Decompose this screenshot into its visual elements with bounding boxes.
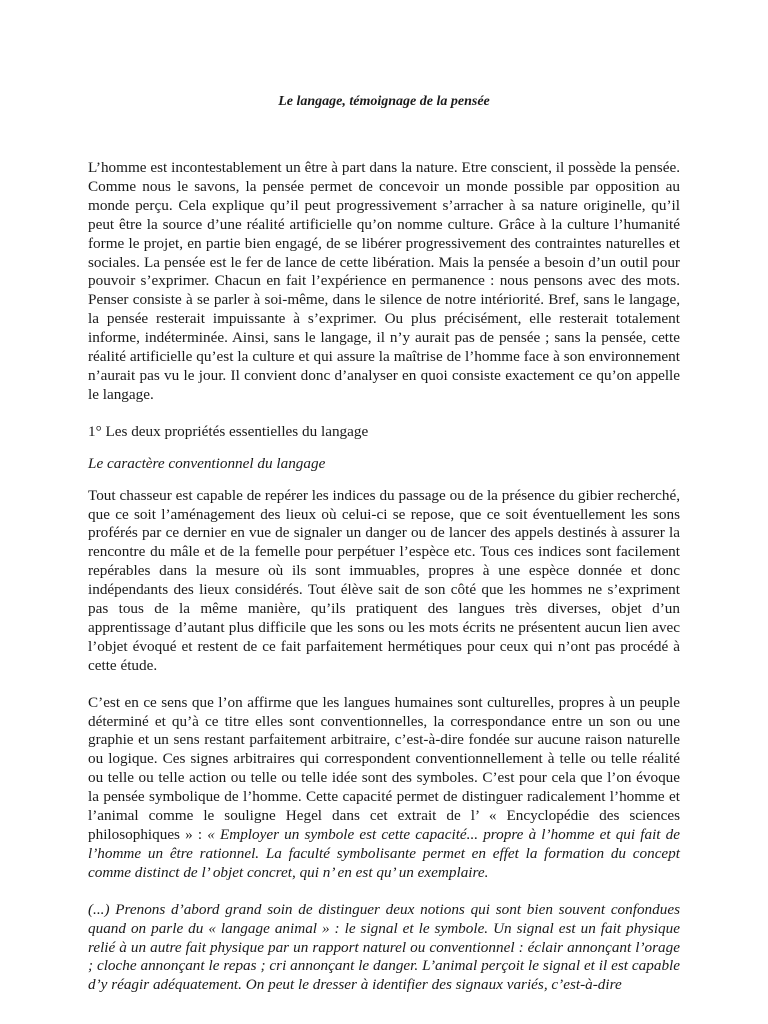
section-heading: 1° Les deux propriétés essentielles du langage — [88, 422, 369, 440]
symbols-paragraph — [88, 694, 680, 883]
symbols-paragraph-lead: C’est en ce sens que l’on affirme que les langues humaines sont culturelles, propres à un peuple déterminé et qu’à ce titre elles sont conventionnelles, la correspondance entre un son ou une graphie et un sens restant parfaitement arbitraire, c’est-à-dire fondée sur aucune raison naturelle ou logique. Ces signes arbitraires qui correspondent conventionnellement à telle ou telle réalité ou telle ou telle action ou telle ou telle idée sont des symboles. C’est pour cela que l’on évoque la pensée symbolique de l’homme. Cette capacité permet de distinguer radicalement l’homme et l’animal comme le souligne Hegel dans cet extrait de l’ « Encyclopédie des sciences philosophiques » : — [88, 693, 680, 843]
hunter-paragraph: Tout chasseur est capable de repérer les indices du passage ou de la présence du gibier recherché, que ce soit l’aménagement des lieux où celui-ci se repose, que ce soit éventuellement les sons proférés par ce dernier en vue de signaler un danger ou de lancer des appels destinés à assurer la rencontre du mâle et de la femelle pour perpétuer l’espèce etc. Tous ces indices sont facilement repérables dans la mesure où ils sont immuables, propres à une espèce donnée et donc indépendants des lieux considérés. Tout élève sait de son côté que les hommes ne s’expriment pas tous de la même manière, qu’ils pratiquent des langues très diverses, objet d’un apprentissage d’autant plus difficile que les sons ou les mots écrits ne présentent aucun lien avec l’objet évoqué et restent de ce fait parfaitement hermétiques pour ceux qui n’ont pas procédé à cette étude. — [88, 486, 680, 674]
signal-paragraph: (...) Prenons d’abord grand soin de distinguer deux notions qui sont bien souvent confondues quand on parle du « langage animal » : le signal et le symbole. Un signal est un fait physique relié à un autre fait physique par un rapport naturel ou conventionnel : éclair annonçant l’orage ; cloche annonçant le repas ; cri annonçant le danger. L’animal perçoit le signal et il est capable d’y réagir adéquatement. On peut le dresser à identifier des signaux variés, c’est-à-dire — [88, 900, 680, 994]
hegel-quote: « Employer un symbole est cette capacité... propre à l’homme et qui fait de l’homme un être rationnel. La faculté symbolisante permet en effet la formation du concept comme distinct de l’ objet concret, qui n’ en est qu’ un exemplaire. — [88, 826, 680, 881]
intro-paragraph: L’homme est incontestablement un être à part dans la nature. Etre conscient, il possède la pensée. Comme nous le savons, la pensée permet de concevoir un monde possible par opposition au monde perçu. Cela explique qu’il peut progressivement s’arracher à sa nature originelle, qu’il peut être la source d’une réalité artificielle qu’on nomme culture. Grâce à la culture l’humanité forme le projet, en partie bien engagé, de se libérer progressivement des contraintes naturelles et sociales. La pensée est le fer de lance de cette libération. Mais la pensée a besoin d’un outil pour pouvoir s’exprimer. Chacun en fait l’expérience en permanence : nous pensons avec des mots. Penser consiste à se parler à soi-même, dans le silence de notre intériorité. Bref, sans le langage, la pensée resterait impuissante à s’exprimer. Ou plus précisément, elle resterait totalement informe, indéterminée. Ainsi, sans le langage, il n’y aurait pas de pensée ; sans la pensée, cette réalité artificielle qu’est la culture et qui assure la maîtrise de l’homme face à son environnement n’aurait pas vu le jour. Il convient donc d’analyser en quoi consiste exactement ce qu’on appelle le langage. — [88, 159, 680, 403]
subsection-heading: Le caractère conventionnel du langage — [88, 454, 326, 472]
document-body — [88, 159, 680, 1007]
document-title: Le langage, témoignage de la pensée — [278, 94, 490, 109]
